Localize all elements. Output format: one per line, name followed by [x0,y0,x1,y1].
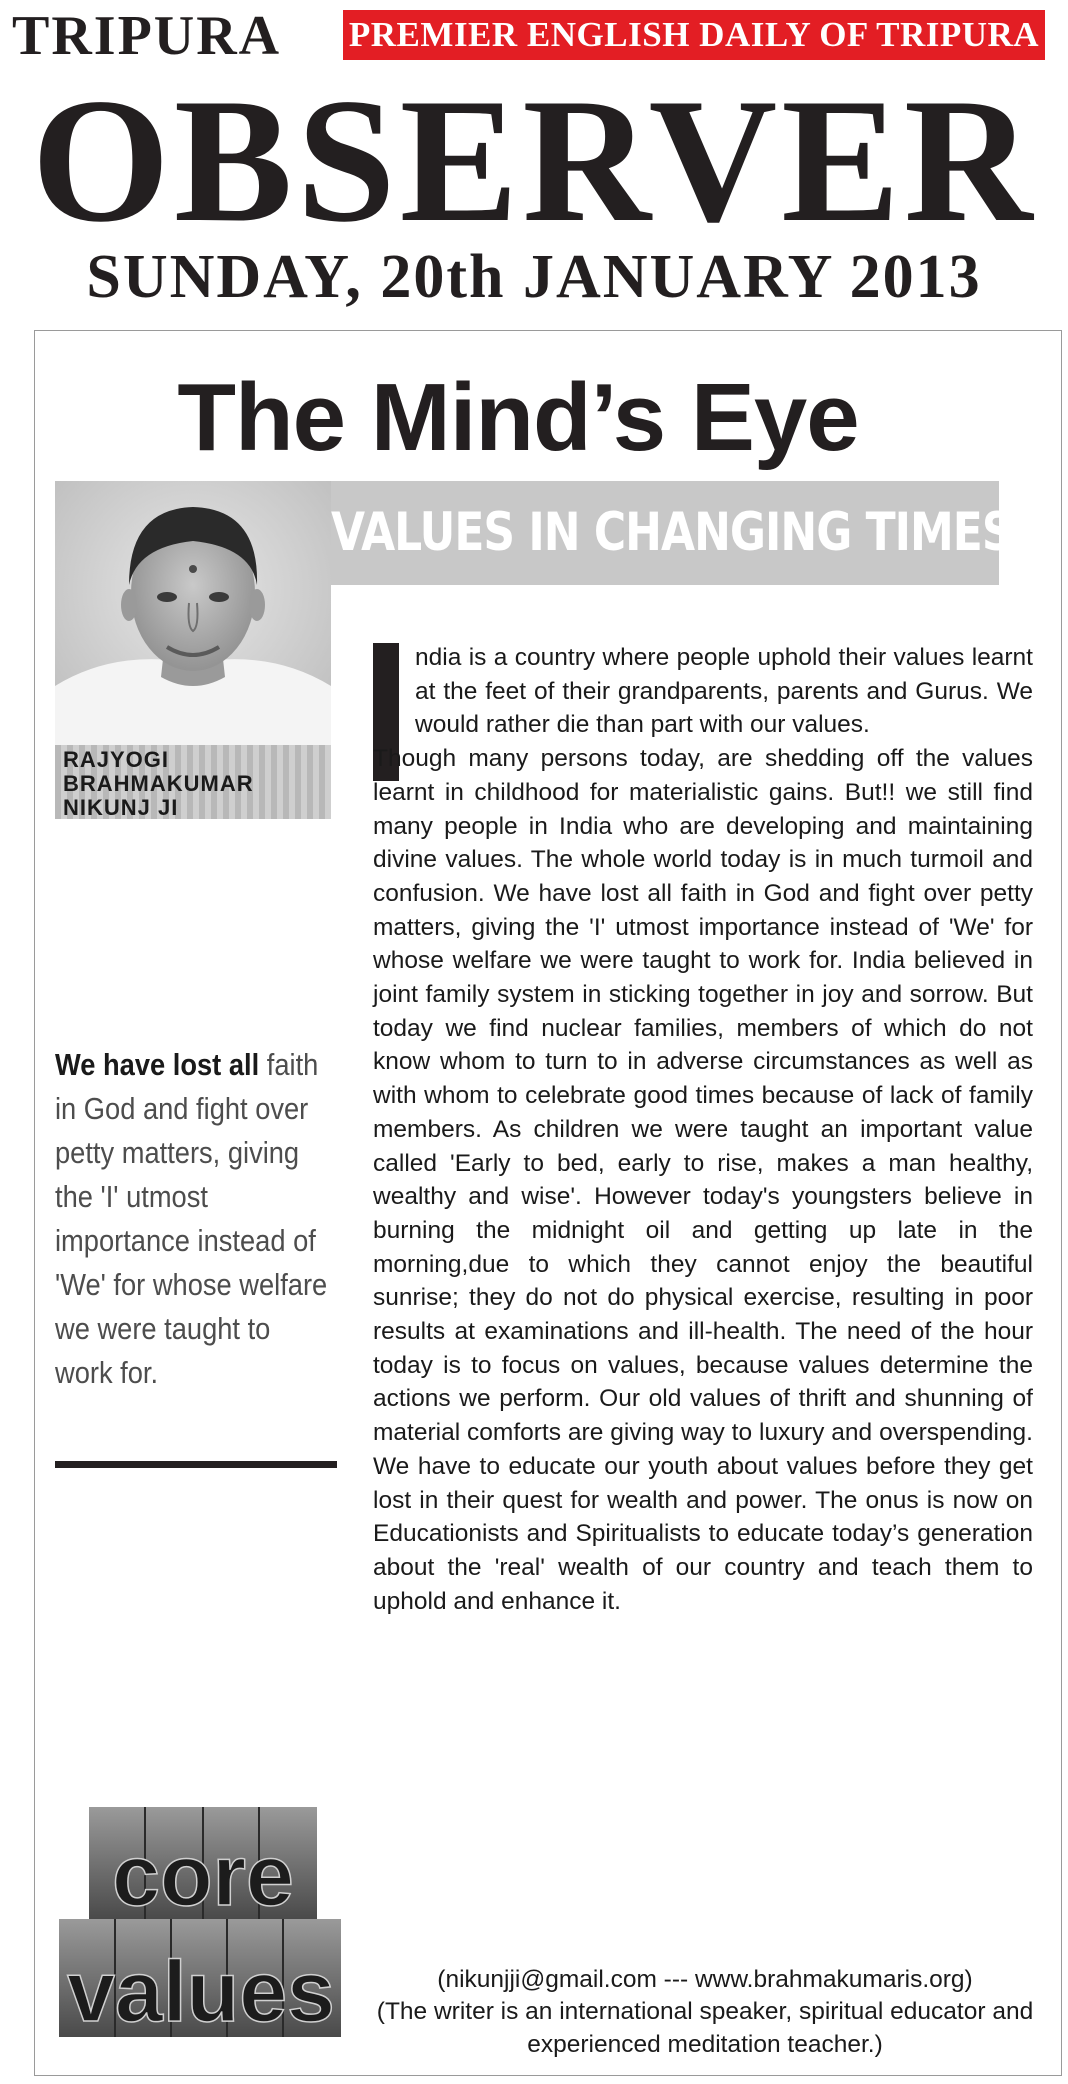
author-photo [55,481,331,751]
article-box [34,330,1062,2076]
article-headline: VALUES IN CHANGING TIMES [331,501,1013,563]
pull-quote [55,1043,335,1395]
article-body-lead: ndia is a country where people uphold their values learnt at the feet of their grandparents, parents and Gurus. We would rather die than part with our values. [415,644,1033,739]
author-name-line-3: NIKUNJ JI [63,795,179,819]
pull-quote-rule [55,1461,337,1468]
masthead-date: SUNDAY, 20th JANUARY 2013 [86,243,982,311]
author-name-line-2: BRAHMAKUMAR [63,771,254,796]
writer-note: (The writer is an international speaker, spiritual educator and experienced meditation teacher.) [376,1998,1034,2058]
core-values-word-2: values [67,1944,335,2039]
pull-quote-text: faith in God and fight over petty matters, giving the 'I' utmost importance instead of 'We' for whose welfare we were taught to work for. [55,1047,328,1390]
core-values-image [55,1807,343,2039]
author-panel [55,481,331,819]
masthead-tagline: PREMIER ENGLISH DAILY OF TRIPURA [343,10,1045,60]
author-contact: (nikunjji@gmail.com --- www.brahmakumaris.org) [437,1966,973,1993]
core-values-word-1: core [112,1828,294,1924]
article-body-main: Though many persons today, are shedding off the values learnt in childhood for materialistic gains. But!! we still find many people in India who are developing and maintaining divine values. The whole world today is in much turmoil and confusion. We have lost all faith in God and fight over petty matters, giving the 'I' utmost importance instead of 'We' for whose welfare we were taught to work for. India believed in joint family system in sticking together in joy and sorrow. But today we find nuclear families, members of which do not know whom to turn to in adverse circumstances as well as with whom to celebrate good times because of lack of family members. As children we were taught an important value called 'Early to bed, early to rise, makes a man healthy, wealthy and wise'. However today's youngsters believe in burning the midnight oil and getting up late in the morning,due to which they cannot enjoy the beautiful sunrise; they do not do physical exercise, resulting in poor results at examinations and ill-health. The need of the hour today is to focus on values, because values determine the actions we perform. Our old values of thrift and shunning of material comforts are giving way to luxury and overspending. We have to educate our youth about values before they get lost in their quest for wealth and power. The onus is now on Educationists and Spiritualists to educate today’s generation about the 'real' wealth of our country and teach them to uphold and enhance it. [373,745,1033,1615]
author-name-line-1: RAJYOGI [63,747,170,772]
article-body [373,641,1033,1618]
author-name-block [55,745,331,819]
masthead-region: TRIPURA [12,5,282,67]
column-title: The Mind’s Eye [177,364,859,471]
masthead-name: OBSERVER [31,61,1037,259]
pull-quote-lead: We have lost all [55,1047,260,1082]
